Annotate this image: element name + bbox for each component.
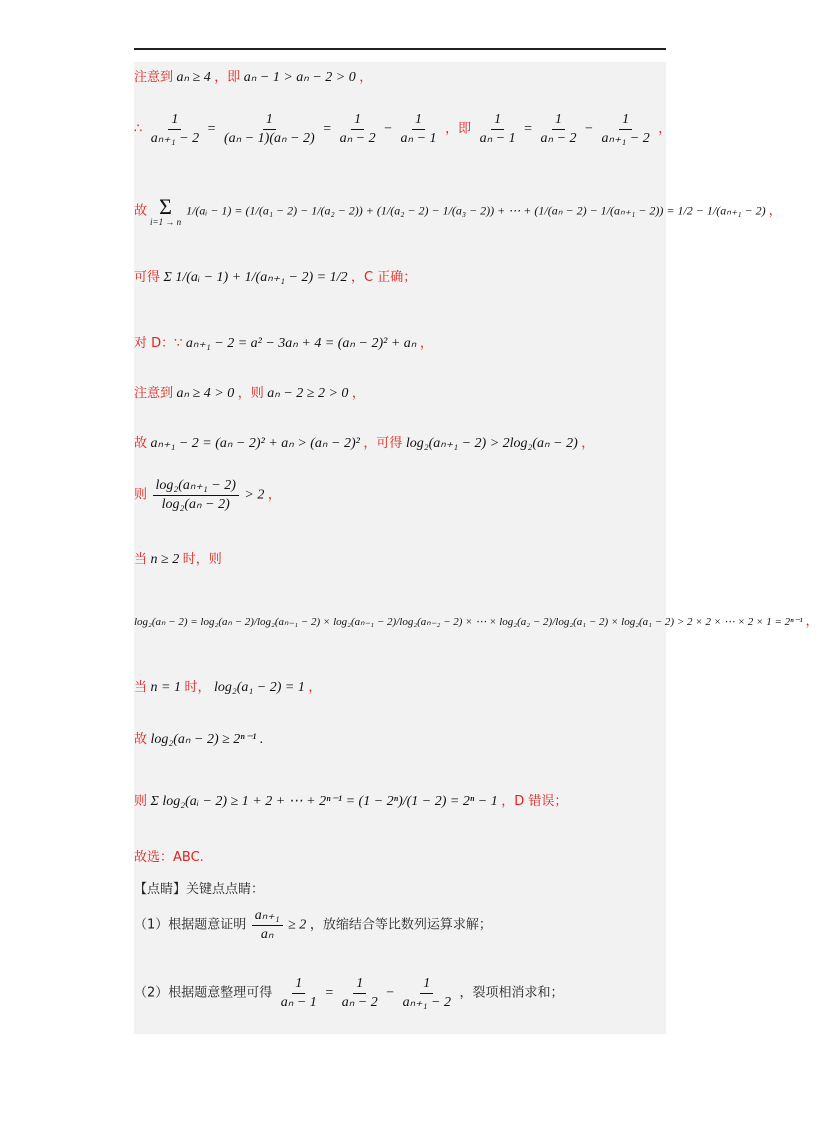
header-rule <box>134 48 666 50</box>
line-13: 则 Σ log₂(aᵢ − 2) ≥ 1 + 2 + ⋯ + 2ⁿ⁻¹ = (1 − 2ⁿ)/(1 − 2) = 2ⁿ − 1 ，D 错误； <box>134 794 568 809</box>
line-2: ∴ $\frac{1}{\text{aₙ₊₁ − 2}}$ = $\frac{1}{\text{(aₙ − 1)(aₙ − 2)}}$ = $\frac{1}{\text{aₙ − 2}}$ − $\frac{1}{\text{aₙ − 1}}$ ，即 $\frac{1}{\text{aₙ − 1}}$ = $\frac{1}{\text{aₙ − 2}}$ − $\frac{1}{\text{aₙ₊₁ − 2}}$ ， <box>134 112 672 146</box>
line-9: 当 n ≥ 2 时，则 <box>134 552 222 567</box>
note-item-1: （1）根据题意证明 $\frac{\text{aₙ₊₁}}{\text{aₙ}}$ ≥ 2 ，放缩结合等比数列运算求解； <box>134 908 492 942</box>
line-11: 当 n = 1 时， log₂(a₁ − 2) = 1 ， <box>134 680 322 695</box>
note-item-2: （2）根据题意整理可得 $\frac{1}{\text{aₙ − 1}}$ = $\frac{1}{\text{aₙ − 2}}$ − $\frac{1}{\text{aₙ₊₁ − 2}}$ ，裂项相消求和； <box>134 976 564 1010</box>
line-3: 故 Σ i=1 → n 1/(aᵢ − 1) = (1/(a₁ − 2) − 1/(a₂ − 2)) + (1/(a₂ − 2) − 1/(a₃ − 2)) + ⋯ + (1/(aₙ − 2) − 1/(aₙ₊₁ − 2)) = 1/2 − 1/(aₙ₊₁ − 2) ， <box>134 194 782 227</box>
line-8: 则 $\frac{\text{log₂(aₙ₊₁ − 2)}}{\text{log₂(aₙ − 2)}}$ > 2 ， <box>134 478 281 512</box>
line-4: 可得 Σ 1/(aᵢ − 1) + 1/(aₙ₊₁ − 2) = 1/2 ，C 正确； <box>134 270 417 285</box>
line-12: 故 log₂(aₙ − 2) ≥ 2ⁿ⁻¹ . <box>134 732 264 747</box>
line-1: 注意到 aₙ ≥ 4 ，即 aₙ − 1 > aₙ − 2 > 0 ， <box>134 70 373 85</box>
line-7: 故 aₙ₊₁ − 2 = (aₙ − 2)² + aₙ > (aₙ − 2)² ，可得 log₂(aₙ₊₁ − 2) > 2log₂(aₙ − 2) ， <box>134 436 595 451</box>
note-heading: 【点睛】关键点点睛： <box>134 882 265 897</box>
line-6: 注意到 aₙ ≥ 4 > 0 ，则 aₙ − 2 ≥ 2 > 0 ， <box>134 386 365 401</box>
sum-symbol: Σ i=1 → n <box>150 194 182 227</box>
answer-line: 故选：ABC. <box>134 850 204 865</box>
line-10: log₂(aₙ − 2) = log₂(aₙ − 2)/log₂(aₙ₋₁ − 2) × log₂(aₙ₋₁ − 2)/log₂(aₙ₋₂ − 2) × ⋯ × log₂(a₂ − 2)/log₂(a₁ − 2) × log₂(a₁ − 2) > 2 × 2 × ⋯ × 2 × 1 = 2ⁿ⁻¹ ， <box>134 614 818 629</box>
line-5: 对 D：∵ aₙ₊₁ − 2 = a² − 3aₙ + 4 = (aₙ − 2)² + aₙ ， <box>134 336 433 351</box>
